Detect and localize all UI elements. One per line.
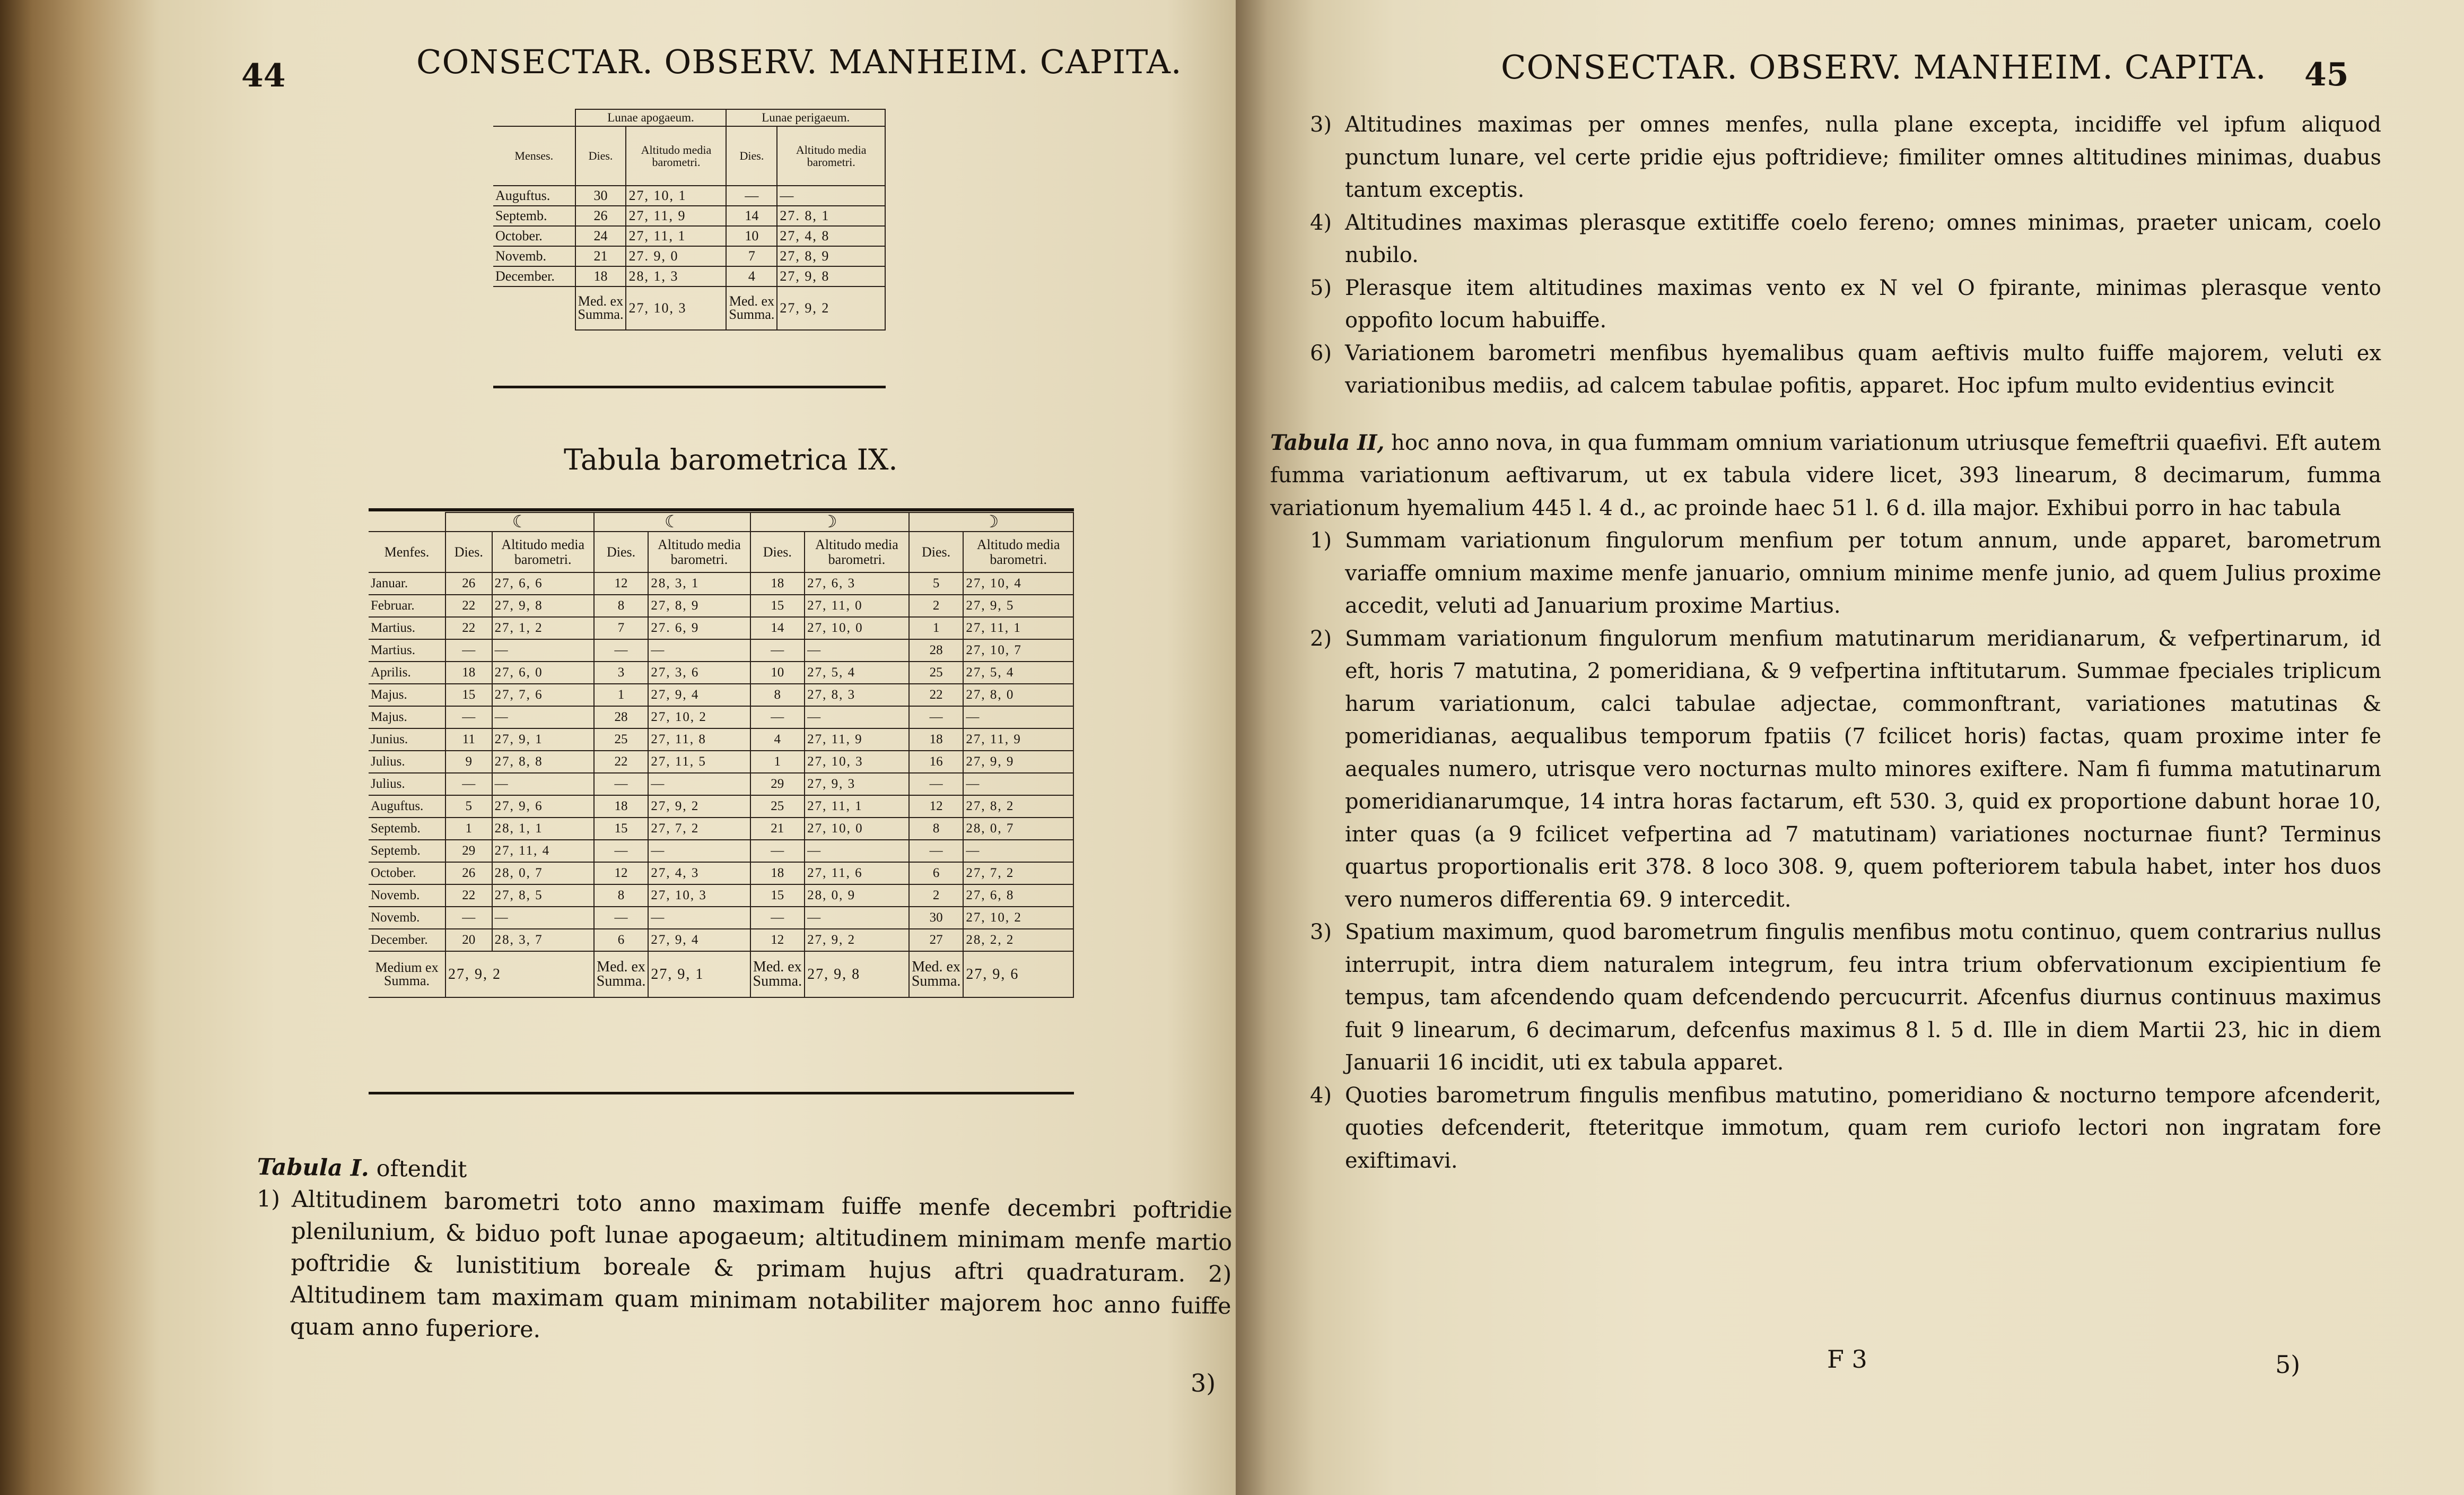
lunar-cell: — [726, 186, 777, 206]
lunar-cell: 10 [726, 226, 777, 246]
ix-cell: 27, 10, 4 [963, 572, 1073, 595]
month-cell: October. [369, 862, 445, 884]
table-ix-title: Tabula barometrica IX. [564, 443, 898, 476]
item-number: 3) [1310, 920, 1332, 944]
ix-cell: 27, 3, 6 [648, 662, 750, 684]
barometric-table-ix [369, 512, 1074, 998]
ix-cell: 27, 6, 6 [492, 572, 594, 595]
ix-cell: 27, 10, 2 [648, 706, 750, 728]
ix-summary-label: Med. ex Summa. [594, 951, 649, 997]
ix-cell: 16 [909, 751, 964, 773]
ix-table-row [369, 907, 1073, 929]
item-number: 6) [1310, 341, 1332, 366]
ix-cell: 22 [909, 684, 964, 706]
item-text: Variationem barometri menfibus hyemalibus quam aeftivis multo fuiffe majorem, veluti ex variationibus mediis, ad calcem tabulae pofitis, apparet. Hoc ipfum multo evidentius evincit [1345, 341, 2381, 398]
ix-cell: — [750, 907, 805, 929]
ix-cell: — [648, 840, 750, 862]
ix-cell: 27, 11, 1 [963, 617, 1073, 639]
numbered-item [1310, 207, 2381, 272]
ix-cell: 27 [909, 929, 964, 951]
ix-cell: 27, 7, 2 [648, 818, 750, 840]
lunar-table-bottom-rule [493, 386, 886, 388]
ix-cell: — [750, 639, 805, 662]
ix-cell: 27, 11, 9 [805, 728, 909, 751]
ix-cell: 15 [594, 818, 649, 840]
ix-cell: 12 [909, 795, 964, 818]
ix-cell: — [909, 773, 964, 795]
ix-cell: 27. 6, 9 [648, 617, 750, 639]
lunar-cell: 27, 10, 1 [626, 186, 726, 206]
left-page-text [255, 1151, 1233, 1354]
ix-cell: 28, 3, 7 [492, 929, 594, 951]
ix-cell: 15 [445, 684, 492, 706]
ix-cell: 7 [594, 617, 649, 639]
ix-cell: 27, 9, 9 [963, 751, 1073, 773]
ix-summary-value: 27, 9, 2 [445, 951, 594, 997]
ix-cell: 4 [750, 728, 805, 751]
ix-cell: 28, 0, 7 [492, 862, 594, 884]
running-head-right: CONSECTAR. OBSERV. MANHEIM. CAPITA. [1501, 48, 2267, 86]
ix-cell: 27, 10, 7 [963, 639, 1073, 662]
lunar-summary-value: 27, 9, 2 [777, 286, 885, 330]
lunar-cell: 18 [575, 266, 626, 286]
ix-cell: — [805, 706, 909, 728]
right-page-text [1270, 109, 2381, 1177]
lunar-table-row [493, 186, 885, 206]
lunar-cell: 4 [726, 266, 777, 286]
ix-cell: 15 [750, 884, 805, 907]
month-cell: Junius. [369, 728, 445, 751]
ix-cell: — [963, 706, 1073, 728]
month-cell: Julius. [369, 773, 445, 795]
ix-cell: 20 [445, 929, 492, 951]
ix-col-header: Altitudo media barometri. [805, 532, 909, 572]
ix-table-row [369, 795, 1073, 818]
month-cell: Septemb. [369, 840, 445, 862]
ix-summary-value: 27, 9, 1 [648, 951, 750, 997]
ix-cell: 18 [750, 862, 805, 884]
ix-cell: 27, 11, 5 [648, 751, 750, 773]
ix-cell: 27, 1, 2 [492, 617, 594, 639]
ix-cell: 27, 11, 1 [805, 795, 909, 818]
ix-cell: 29 [445, 840, 492, 862]
lunar-col-header: Menses. [493, 126, 575, 186]
catchword-right: 5) [2275, 1350, 2301, 1379]
ix-cell: 27, 9, 4 [648, 684, 750, 706]
ix-cell: — [492, 907, 594, 929]
signature-mark: F 3 [1827, 1345, 1867, 1374]
ix-cell: 30 [909, 907, 964, 929]
lunar-table-row [493, 206, 885, 226]
month-cell: Novemb. [369, 907, 445, 929]
ix-cell: 27, 8, 9 [648, 595, 750, 617]
page-number-left: 44 [241, 57, 286, 94]
ix-cell: — [445, 706, 492, 728]
ix-cell: 18 [909, 728, 964, 751]
ix-cell: 21 [750, 818, 805, 840]
item-number: 5) [1310, 275, 1332, 300]
ix-cell: 22 [445, 617, 492, 639]
ix-cell: — [648, 639, 750, 662]
ix-cell: — [805, 907, 909, 929]
lunar-cell: 14 [726, 206, 777, 226]
lunar-cell: 21 [575, 246, 626, 266]
ix-cell: 14 [750, 617, 805, 639]
ix-cell: — [594, 773, 649, 795]
ix-cell: 27, 11, 9 [963, 728, 1073, 751]
numbered-item [1310, 916, 2381, 1080]
ix-cell: — [750, 840, 805, 862]
ix-col-header: Altitudo media barometri. [963, 532, 1073, 572]
ix-cell: — [492, 706, 594, 728]
month-cell: Auguftus. [493, 186, 575, 206]
ix-cell: 25 [750, 795, 805, 818]
lunar-col-header: Altitudo media barometri. [777, 126, 885, 186]
ix-cell: 25 [909, 662, 964, 684]
numbered-item [1310, 109, 2381, 207]
ix-cell: 27, 9, 6 [492, 795, 594, 818]
item-text: Quoties barometrum fingulis menfibus matutino, pomeridiano & nocturno tempore afcenderit, quoties defcenderit, fteteritque immotum, quam rem curiofo lectori non ingratam fore exiftimavi. [1345, 1083, 2381, 1173]
ix-cell: 8 [594, 884, 649, 907]
ix-cell: 15 [750, 595, 805, 617]
item-number: 2) [1310, 626, 1332, 651]
lunar-cell: 27, 9, 8 [777, 266, 885, 286]
item-text: Altitudines maximas plerasque extitiffe coelo fereno; omnes minimas, praeter unicam, coelo nubilo. [1345, 210, 2381, 267]
ix-col-header: Dies. [750, 532, 805, 572]
ix-cell: 5 [445, 795, 492, 818]
month-cell: Julius. [369, 751, 445, 773]
item-text: Summam variationum fingulorum menfium matutinarum meridianarum, & vefpertinarum, id eft, horis 7 matutina, 2 pomeridiana, & 9 vefpertina inftitutarum. Summae fpeciales triplicum harum variationum, calci tabulae adjectae, commonftrant, variationes matutinas & pomeridianas, aequalibus temporum fpatiis (7 fcilicet horis) factas, quam proxime inter fe aequales numero, utrisque vero nocturnas multo minores exiftere. Nam fi fumma matutinarum pomeridianarumque, 14 intra horas factarum, eft 530. 3, quid ex proportione dabunt horae 10, inter quas (a 9 fcilicet vefpertina ad 7 matutinam) variationes nocturnae fiunt? Terminus quartus proportionalis erit 378. 8 loco 308. 9, quem pofteriorem tabula habet, inter hos duos vero numeros differentia 69. 9 intercedit. [1345, 626, 2381, 912]
ix-cell: 28 [594, 706, 649, 728]
ix-cell: 10 [750, 662, 805, 684]
ix-cell: 28, 0, 9 [805, 884, 909, 907]
ix-cell: 27, 9, 4 [648, 929, 750, 951]
ix-cell: 1 [909, 617, 964, 639]
ix-cell: 2 [909, 595, 964, 617]
ix-cell: 25 [594, 728, 649, 751]
month-cell: Septemb. [493, 206, 575, 226]
ix-col-header: Menfes. [369, 532, 445, 572]
ix-cell: 18 [594, 795, 649, 818]
item-text: Plerasque item altitudines maximas vento ex N vel O fpirante, minimas plerasque vento oppofito locum habuiffe. [1345, 275, 2381, 333]
ix-cell: — [594, 907, 649, 929]
item-number: 4) [1310, 1083, 1332, 1108]
ix-summary-label: Medium ex Summa. [369, 951, 445, 997]
table-ix-bottom-rule [369, 1092, 1074, 1094]
lunar-summary-label: Med. ex Summa. [726, 286, 777, 330]
ix-cell: — [445, 773, 492, 795]
ix-cell: — [909, 840, 964, 862]
ix-cell: 27, 8, 8 [492, 751, 594, 773]
ix-table-row [369, 751, 1073, 773]
ix-cell: 2 [909, 884, 964, 907]
ix-cell: 26 [445, 572, 492, 595]
ix-cell: 27, 9, 1 [492, 728, 594, 751]
ix-cell: 22 [445, 884, 492, 907]
ix-table-row [369, 617, 1073, 639]
ix-cell: — [648, 773, 750, 795]
ix-cell: 27, 9, 2 [648, 795, 750, 818]
ix-table-row [369, 572, 1073, 595]
lunar-cell: 28, 1, 3 [626, 266, 726, 286]
item-text: Spatium maximum, quod barometrum fingulis menfibus motu continuo, quem contrarius nullus interrupit, intra diem naturalem integrum, feu intra trium obfervationum excipientium fe tempus, tam afcendendo quam defcendendo percucurrit. Afcenfus diurnus continuus maximus fuit 9 linearum, 6 decimarum, defcenfus maximus 8 l. 5 d. Ille in diem Martii 23, hic in diem Januarii 16 incidit, uti ex tabula apparet. [1345, 920, 2381, 1075]
item-text: Altitudines maximas per omnes menfes, nulla plane excepta, incidiffe vel ipfum aliquod punctum lunare, vel certe pridie ejus poftridieve; fimiliter omnes altitudines minimas, duabus tantum exceptis. [1345, 112, 2381, 202]
lunar-group-perigee: Lunae perigaeum. [726, 109, 885, 126]
month-cell: Auguftus. [369, 795, 445, 818]
month-cell: Majus. [369, 706, 445, 728]
month-cell: Februar. [369, 595, 445, 617]
ix-cell: 27, 6, 3 [805, 572, 909, 595]
ix-table-row [369, 818, 1073, 840]
ix-cell: 27, 6, 0 [492, 662, 594, 684]
ix-cell: — [594, 840, 649, 862]
running-head-left: CONSECTAR. OBSERV. MANHEIM. CAPITA. [416, 42, 1182, 81]
tabula-i-lead: Tabula I. [257, 1153, 370, 1182]
ix-cell: 27, 5, 4 [963, 662, 1073, 684]
lunar-col-header: Altitudo media barometri. [626, 126, 726, 186]
lunar-cell: 27, 11, 1 [626, 226, 726, 246]
ix-table-row [369, 929, 1073, 951]
ix-cell: 6 [594, 929, 649, 951]
ix-cell: — [805, 639, 909, 662]
lunar-col-header: Dies. [726, 126, 777, 186]
lunar-cell: 30 [575, 186, 626, 206]
ix-cell: 26 [445, 862, 492, 884]
item-text: Summam variationum fingulorum menfium per totum annum, unde apparet, barometrum variaffe omnium maxime menfe januario, omnium minime menfe junio, ad quem Julius proxime accedit, veluti ad Januarium proxime Martius. [1345, 528, 2381, 618]
moon-phase-icon: ☾ [445, 512, 594, 532]
month-cell: October. [493, 226, 575, 246]
ix-cell: 27, 11, 8 [648, 728, 750, 751]
ix-cell: 18 [750, 572, 805, 595]
numbered-item [1310, 272, 2381, 337]
ix-cell: 27, 11, 4 [492, 840, 594, 862]
lunar-cell: 27, 8, 9 [777, 246, 885, 266]
lunar-cell: 7 [726, 246, 777, 266]
ix-cell: 9 [445, 751, 492, 773]
tabula-ii-lead: Tabula II, [1270, 430, 1385, 455]
ix-cell: 28, 0, 7 [963, 818, 1073, 840]
ix-table-row [369, 684, 1073, 706]
ix-cell: 12 [750, 929, 805, 951]
ix-cell: 27, 4, 3 [648, 862, 750, 884]
ix-cell: 27, 7, 2 [963, 862, 1073, 884]
ix-cell: 6 [909, 862, 964, 884]
item-number: 1) [1310, 528, 1332, 553]
item-number: 4) [1310, 210, 1332, 235]
ix-cell: 28, 1, 1 [492, 818, 594, 840]
ix-cell: 22 [594, 751, 649, 773]
lunar-cell: 27, 4, 8 [777, 226, 885, 246]
lunar-summary-label: Med. ex Summa. [575, 286, 626, 330]
ix-cell: 27, 8, 0 [963, 684, 1073, 706]
ix-col-header: Altitudo media barometri. [492, 532, 594, 572]
month-cell: Novemb. [369, 884, 445, 907]
ix-cell: — [492, 639, 594, 662]
ix-cell: 27, 9, 5 [963, 595, 1073, 617]
ix-cell: — [805, 840, 909, 862]
ix-cell: 8 [594, 595, 649, 617]
lunar-cell: 27. 9, 0 [626, 246, 726, 266]
lunar-cell: 27, 11, 9 [626, 206, 726, 226]
lunar-group-apogee: Lunae apogaeum. [575, 109, 727, 126]
ix-cell: 27, 5, 4 [805, 662, 909, 684]
moon-phase-icon: ☽ [750, 512, 909, 532]
ix-cell: — [963, 773, 1073, 795]
catchword-left: 3) [1191, 1369, 1216, 1397]
ix-cell: 12 [594, 862, 649, 884]
ix-cell: 27, 10, 3 [648, 884, 750, 907]
ix-summary-value: 27, 9, 8 [805, 951, 909, 997]
ix-cell: 27, 8, 5 [492, 884, 594, 907]
ix-cell: 1 [750, 751, 805, 773]
ix-cell: 1 [594, 684, 649, 706]
ix-cell: 29 [750, 773, 805, 795]
moon-phase-icon: ☾ [594, 512, 750, 532]
lunar-table-row [493, 246, 885, 266]
numbered-item [1310, 525, 2381, 623]
ix-cell: 28 [909, 639, 964, 662]
page-number-right: 45 [2304, 56, 2349, 93]
ix-cell: 18 [445, 662, 492, 684]
ix-cell: 3 [594, 662, 649, 684]
ix-col-header: Dies. [594, 532, 649, 572]
ix-cell: 27, 11, 6 [805, 862, 909, 884]
ix-cell: 11 [445, 728, 492, 751]
ix-cell: 28, 2, 2 [963, 929, 1073, 951]
ix-cell: 27, 8, 3 [805, 684, 909, 706]
ix-cell: 27, 11, 0 [805, 595, 909, 617]
ix-cell: 8 [750, 684, 805, 706]
ix-cell: 27, 10, 0 [805, 617, 909, 639]
ix-cell: — [594, 639, 649, 662]
lunar-table-row [493, 266, 885, 286]
ix-cell: 8 [909, 818, 964, 840]
ix-table-row [369, 862, 1073, 884]
ix-table-row [369, 595, 1073, 617]
ix-col-header: Dies. [445, 532, 492, 572]
lunar-cell: — [777, 186, 885, 206]
month-cell: Majus. [369, 684, 445, 706]
ix-cell: — [750, 706, 805, 728]
ix-cell: — [445, 639, 492, 662]
ix-table-row [369, 706, 1073, 728]
ix-table-row [369, 639, 1073, 662]
left-item-text: Altitudinem barometri toto anno maximam fuiffe menfe decembri poftridie plenilunium, & biduo poft lunae apogaeum; altitudinem minimam menfe martio poftridie & lunistitium boreale & primam hujus aftri quadraturam. 2) Altitudinem tam maximam quam minimam notabiliter majorem hoc anno fuiffe quam anno fuperiore. [290, 1186, 1233, 1343]
ix-col-header: Dies. [909, 532, 964, 572]
ix-cell: 27, 9, 2 [805, 929, 909, 951]
ix-table-row [369, 728, 1073, 751]
numbered-item [1310, 1080, 2381, 1178]
ix-cell: — [445, 907, 492, 929]
numbered-item [1310, 623, 2381, 917]
tabula-i-lead-rest: oftendit [369, 1155, 467, 1183]
ix-table-row [369, 773, 1073, 795]
ix-cell: — [963, 840, 1073, 862]
ix-cell: 5 [909, 572, 964, 595]
ix-cell: 27, 8, 2 [963, 795, 1073, 818]
ix-cell: 27, 7, 6 [492, 684, 594, 706]
ix-table-row [369, 840, 1073, 862]
month-cell: Novemb. [493, 246, 575, 266]
ix-summary-label: Med. ex Summa. [909, 951, 964, 997]
lunar-col-header: Dies. [575, 126, 626, 186]
lunar-cell: 24 [575, 226, 626, 246]
ix-cell: 27, 10, 2 [963, 907, 1073, 929]
ix-table-row [369, 884, 1073, 907]
month-cell: December. [493, 266, 575, 286]
ix-table-row [369, 662, 1073, 684]
ix-col-header: Altitudo media barometri. [648, 532, 750, 572]
table-ix-top-rule [369, 508, 1074, 511]
ix-cell: 27, 10, 3 [805, 751, 909, 773]
ix-cell: 28, 3, 1 [648, 572, 750, 595]
lunar-summary-value: 27, 10, 3 [626, 286, 726, 330]
moon-phase-icon: ☽ [909, 512, 1073, 532]
lunar-table [493, 109, 886, 331]
month-cell: Januar. [369, 572, 445, 595]
ix-cell: 27, 10, 0 [805, 818, 909, 840]
tabula-ii-text: hoc anno nova, in qua fummam omnium variationum utriusque femeftrii quaefivi. Eft autem fumma variationum aeftivarum, ut ex tabula videre licet, 393 linearum, 8 decimarum, fumma variationum hyemalium 445 l. 4 d., ac proinde haec 51 l. 6 d. illa major. Exhibui porro in hac tabula [1270, 430, 2381, 520]
ix-cell: 1 [445, 818, 492, 840]
ix-summary-label: Med. ex Summa. [750, 951, 805, 997]
ix-cell: 27, 9, 8 [492, 595, 594, 617]
month-cell: Martius. [369, 617, 445, 639]
ix-cell: 27, 6, 8 [963, 884, 1073, 907]
ix-cell: — [648, 907, 750, 929]
lunar-table-row [493, 226, 885, 246]
ix-cell: — [492, 773, 594, 795]
ix-cell: 12 [594, 572, 649, 595]
item-number: 1) [256, 1185, 281, 1213]
month-cell: Aprilis. [369, 662, 445, 684]
month-cell: December. [369, 929, 445, 951]
month-cell: Martius. [369, 639, 445, 662]
ix-cell: 27, 9, 3 [805, 773, 909, 795]
lunar-cell: 26 [575, 206, 626, 226]
ix-cell: 22 [445, 595, 492, 617]
month-cell: Septemb. [369, 818, 445, 840]
numbered-item [1310, 337, 2381, 403]
lunar-cell: 27. 8, 1 [777, 206, 885, 226]
item-number: 3) [1310, 112, 1332, 137]
ix-summary-value: 27, 9, 6 [963, 951, 1073, 997]
ix-cell: — [909, 706, 964, 728]
